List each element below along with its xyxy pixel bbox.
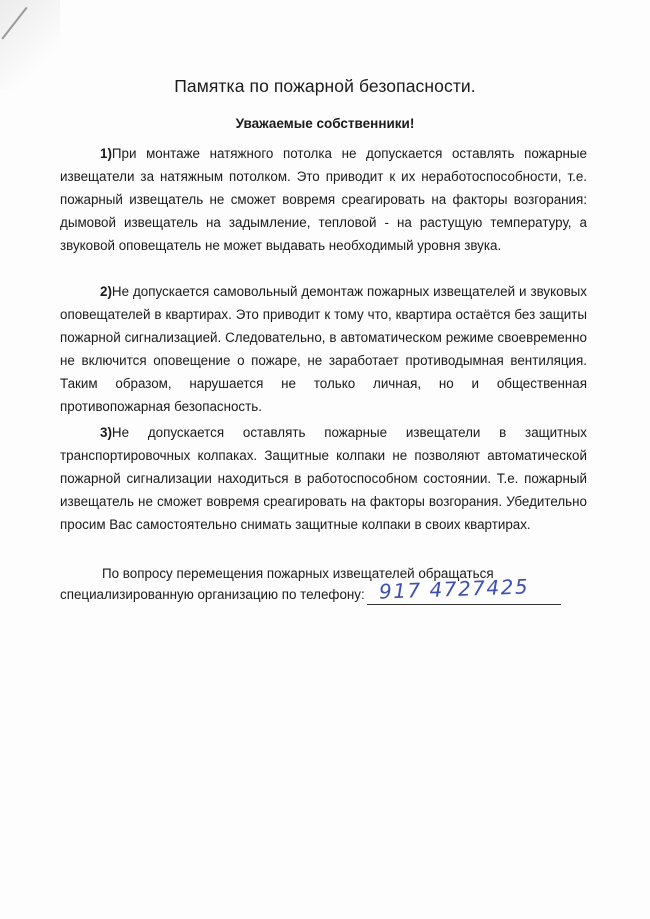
paragraph-number: 1) (100, 146, 112, 161)
contact-line-1: По вопросу перемещения пожарных извещателей обращаться (102, 566, 494, 581)
phone-underline (367, 574, 561, 605)
contact-line-2 (60, 574, 600, 605)
paragraph-2 (60, 280, 587, 418)
paragraph-text: При монтаже натяжного потолка не допускается оставлять пожарные извещатели за натяжным потолком. Это приводит к их неработоспособности, т.е. пожарный извещатель не сможет вовремя среагировать на факторы возгорания: дымовой извещатель на задымление, тепловой - на растущую температуру, а звуковой оповещатель не может выдавать необходимый уровня звука. (60, 146, 587, 253)
paragraph-text: Не допускается оставлять пожарные извещатели в защитных транспортировочных колпаках. Защитные колпаки не позволяют автоматической пожарной сигнализации находиться в работоспособном состоянии. Т.е. пожарный извещатель не сможет вовремя среагировать на факторы возгорания. Убедительно просим Вас самостоятельно снимать защитные колпаки в своих квартирах. (60, 425, 587, 532)
paragraph-number: 3) (100, 425, 112, 440)
greeting: Уважаемые собственники! (235, 116, 415, 131)
document-title: Памятка по пожарной безопасности. (174, 76, 476, 96)
handwritten-phone-number: 917 4727425 (378, 574, 530, 604)
paragraph-number: 2) (100, 284, 112, 299)
contact-line-2-text: специализированную организацию по телефону: (60, 587, 365, 602)
contact-block (60, 563, 600, 605)
paragraph-text: Не допускается самовольный демонтаж пожарных извещателей и звуковых оповещателей в квартирах. Это приводит к тому что, квартира остаётся без защиты пожарной сигнализацией. Следовательно, в автоматическом режиме своевременно не включится оповещение о пожаре, не заработает противодымная вентиляция. Таким образом, нарушается не только личная, но и общественная противопожарная безопасность. (60, 284, 587, 414)
paragraph-1 (60, 142, 587, 257)
paragraph-3 (60, 421, 587, 536)
